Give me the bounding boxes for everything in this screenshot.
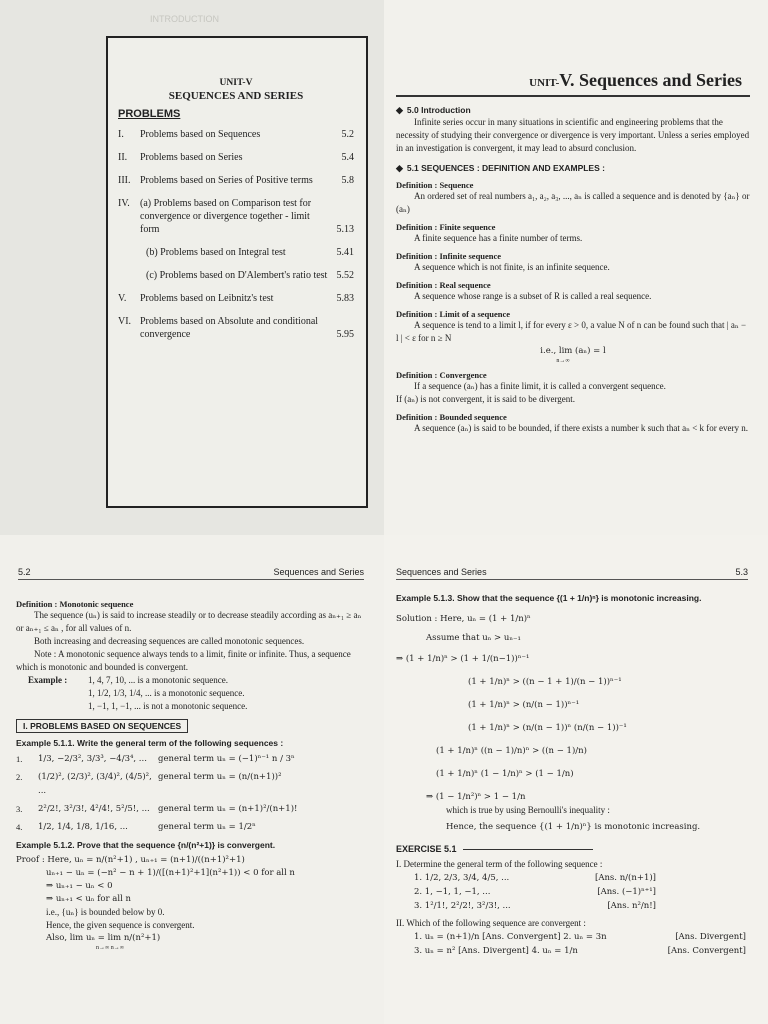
toc-text: Problems based on Series <box>140 152 243 163</box>
definition-title: Definition : Bounded sequence <box>396 412 507 422</box>
exercise-question: II. Which of the following sequence are convergent : <box>396 918 586 928</box>
intro-body <box>396 70 750 435</box>
section-heading <box>396 105 750 116</box>
proof-line: ⇒ uₙ₊₁ < uₙ for all n <box>46 894 131 904</box>
paragraph: Infinite series occur in many situations in scientific and engineering problems that the necessity of studying their convergence or divergence is very important. Unless a series employed in an investigation is convergent, it may lead to absurd conclusion. <box>396 117 750 153</box>
exercise-answer: [Ans. Divergent] <box>675 932 746 942</box>
note: Note : A monotonic sequence always tends to a limit, finite or infinite. Thus, a sequence which is monotonic and bounded is convergent. <box>16 649 351 672</box>
solution-line: (1 + 1/n)ⁿ (1 − 1/n)ⁿ > (1 − 1/n) <box>436 769 574 779</box>
section-heading-text: 5.1 SEQUENCES : DEFINITION AND EXAMPLES : <box>406 163 605 173</box>
row-sequence: (1/2)², (2/3)², (3/4)², (4/5)², ... <box>38 772 152 796</box>
definition-title: Definition : Real sequence <box>396 280 491 290</box>
exercise-item <box>396 944 746 958</box>
toc-num: V. <box>118 293 127 304</box>
toc-page: 5.8 <box>341 175 354 186</box>
solution-line: ⇒ (1 + 1/n)ⁿ > (1 + 1/(n−1))ⁿ⁻¹ <box>396 654 530 664</box>
proof-line: i.e., {uₙ} is bounded below by 0. <box>46 907 165 917</box>
exercise-title: EXERCISE 5.1 <box>396 844 457 854</box>
row-sequence: 1/2, 1/4, 1/8, 1/16, ... <box>38 822 128 832</box>
page-5-3 <box>384 535 768 1024</box>
exercise-item-text: 1. 1/2, 2/3, 3/4, 4/5, ... <box>414 873 510 883</box>
paragraph: An ordered set of real numbers a₁, a₂, a₃, ..., aₙ is called a sequence and is denoted by {aₙ} or (aₙ) <box>396 191 750 214</box>
diamond-icon: ◆ <box>396 105 403 115</box>
running-title: Sequences and Series <box>396 567 487 577</box>
paragraph: A sequence which is not finite, is an infinite sequence. <box>414 262 610 272</box>
contents-page <box>0 0 384 535</box>
problems-heading: PROBLEMS <box>118 108 181 120</box>
unit-title <box>396 70 750 97</box>
exercise-question: I. Determine the general term of the following sequence : <box>396 859 603 869</box>
exercise-item-text: 3. uₙ = n² [Ans. Divergent] 4. uₙ = 1/n <box>414 946 578 956</box>
toc-page: 5.52 <box>336 270 354 281</box>
example-list <box>88 674 247 713</box>
row-sequence: 2²/2!, 3²/3!, 4²/4!, 5²/5!, ... <box>38 804 150 814</box>
example-item: 1, 1/2, 1/3, 1/4, ... is a monotonic sequence. <box>88 688 245 698</box>
exercise-heading <box>396 844 746 854</box>
toc-page: 5.83 <box>336 293 354 304</box>
proof-line: Also, lim uₙ = lim n/(n²+1) <box>46 933 161 943</box>
toc-row[interactable] <box>118 315 354 341</box>
toc-row[interactable] <box>118 269 354 282</box>
unit-label: UNIT-V <box>219 78 253 88</box>
intro-page <box>384 0 768 535</box>
toc-page: 5.2 <box>341 129 354 140</box>
example-title: Example 5.1.1. Write the general term of the following sequences : <box>16 738 284 748</box>
running-header <box>18 567 364 580</box>
toc-text: (b) Problems based on Integral test <box>146 247 286 258</box>
row-num: 4. <box>16 822 23 832</box>
row-general-term: general term uₙ = 1/2ⁿ <box>158 822 256 832</box>
toc-text: Problems based on Series of Positive terms <box>140 175 313 186</box>
solution-line: (1 + 1/n)ⁿ > (n/(n − 1))ⁿ⁻¹ <box>468 700 580 710</box>
row-general-term: general term uₙ = (n/(n+1))² <box>158 772 282 782</box>
exercise-row <box>16 820 368 834</box>
toc-text: Problems based on Sequences <box>140 129 261 140</box>
row-num: 1. <box>16 754 23 764</box>
toc-text: Problems based on Leibnitz's test <box>140 293 274 304</box>
section-box: I. PROBLEMS BASED ON SEQUENCES <box>16 719 188 733</box>
paragraph: A sequence whose range is a subset of R is called a real sequence. <box>414 291 652 301</box>
paragraph: If a sequence (aₙ) has a finite limit, it is called a convergent sequence. <box>414 381 666 391</box>
proof-subscript: n→∞ n→∞ <box>96 945 125 951</box>
exercise-item <box>396 885 746 899</box>
contents-box <box>106 36 368 508</box>
section-heading-text: 5.0 Introduction <box>406 105 471 115</box>
toc-text: Problems based on Absolute and conditional convergence <box>140 316 319 340</box>
exercise-rule <box>463 849 593 850</box>
toc-row[interactable] <box>118 292 354 305</box>
exercise-answer: [Ans. n/(n+1)] <box>595 873 656 883</box>
row-general-term: general term uₙ = (−1)ⁿ⁻¹ n / 3ⁿ <box>158 754 295 764</box>
exercise-row <box>16 770 368 798</box>
exercise-answer: [Ans. Convergent] <box>667 946 746 956</box>
paragraph: Both increasing and decreasing sequences are called monotonic sequences. <box>34 636 305 646</box>
toc-list <box>118 128 354 341</box>
bleed-text: INTRODUCTION <box>150 14 219 24</box>
running-header <box>396 567 748 580</box>
proof-line: Proof : Here, uₙ = n/(n²+1) , uₙ₊₁ = (n+1)/((n+1)²+1) <box>16 855 245 865</box>
row-num: 3. <box>16 804 23 814</box>
exercise-row <box>16 802 368 816</box>
proof-line: uₙ₊₁ − uₙ = (−n² − n + 1)/([(n+1)²+1](n²+1)) < 0 for all n <box>46 868 295 878</box>
example-item: 1, −1, 1, −1, ... is not a monotonic sequence. <box>88 701 248 711</box>
exercise-item-text: 3. 1²/1!, 2²/2!, 3²/3!, ... <box>414 901 511 911</box>
proof-line: Hence, the given sequence is convergent. <box>46 920 195 930</box>
page-body <box>396 593 746 958</box>
exercise-item <box>396 899 746 913</box>
definition-title: Definition : Sequence <box>396 180 474 190</box>
exercise-answer: [Ans. (−1)ⁿ⁺¹] <box>597 887 656 897</box>
solution-line: ⇒ (1 − 1/n²)ⁿ > 1 − 1/n <box>426 792 526 802</box>
toc-text: (a) Problems based on Comparison test for convergence or divergence together - limit form <box>140 198 312 235</box>
page-5-2 <box>0 535 384 1024</box>
toc-page: 5.41 <box>336 247 354 258</box>
example-title: Example 5.1.3. Show that the sequence {(1 + 1/n)ⁿ} is monotonic increasing. <box>396 593 702 603</box>
toc-num: IV. <box>118 198 130 209</box>
running-title: Sequences and Series <box>273 567 364 577</box>
toc-num: II. <box>118 152 128 163</box>
unit-title-text: V. Sequences and Series <box>559 70 742 90</box>
solution-line: (1 + 1/n)ⁿ > (n/(n − 1))ⁿ (n/(n − 1))⁻¹ <box>468 723 627 733</box>
toc-row[interactable] <box>118 128 354 141</box>
example-label: Example : <box>28 675 68 685</box>
definition-title: Definition : Finite sequence <box>396 222 496 232</box>
diamond-icon: ◆ <box>396 163 403 173</box>
row-sequence: 1/3, −2/3², 3/3³, −4/3⁴, ... <box>38 754 147 764</box>
definition-title: Definition : Limit of a sequence <box>396 309 511 319</box>
solution-line: (1 + 1/n)ⁿ ((n − 1)/n)ⁿ > ((n − 1)/n) <box>436 746 587 756</box>
toc-num: I. <box>118 129 124 140</box>
exercise-answer: [Ans. n²/n!] <box>607 901 656 911</box>
solution-line: Assume that uₙ > uₙ₋₁ <box>426 633 521 643</box>
solution-line: which is true by using Bernoulli's inequality : <box>446 805 610 815</box>
proof-line: ⇒ uₙ₊₁ − uₙ < 0 <box>46 881 113 891</box>
row-general-term: general term uₙ = (n+1)²/(n+1)! <box>158 804 298 814</box>
toc-num: III. <box>118 175 131 186</box>
unit-prefix: UNIT- <box>529 77 560 89</box>
page-number: 5.2 <box>18 567 31 577</box>
example-title: Example 5.1.2. Prove that the sequence {n/(n²+1)} is convergent. <box>16 840 276 850</box>
page-number: 5.3 <box>735 567 748 577</box>
row-num: 2. <box>16 772 23 782</box>
paragraph: A finite sequence has a finite number of terms. <box>414 233 583 243</box>
example-block <box>16 674 368 713</box>
section-heading <box>396 163 750 174</box>
toc-row[interactable] <box>118 197 354 236</box>
equation-subscript: n→∞ <box>556 358 570 364</box>
exercise-item-text: 1. uₙ = (n+1)/n [Ans. Convergent] 2. uₙ = 3n <box>414 932 607 942</box>
exercise-item <box>396 871 746 885</box>
definition-title: Definition : Infinite sequence <box>396 251 502 261</box>
paragraph: If (aₙ) is not convergent, it is said to be divergent. <box>396 394 576 404</box>
contents-title: SEQUENCES AND SERIES <box>168 90 304 102</box>
toc-text: (c) Problems based on D'Alembert's ratio test <box>146 270 328 281</box>
toc-page: 5.13 <box>336 224 354 235</box>
exercise-item-text: 2. 1, −1, 1, −1, ... <box>414 887 491 897</box>
definition-title: Definition : Monotonic sequence <box>16 599 134 609</box>
toc-row[interactable] <box>118 151 354 164</box>
toc-row[interactable] <box>118 246 354 259</box>
toc-row[interactable] <box>118 174 354 187</box>
solution-line: Hence, the sequence {(1 + 1/n)ⁿ} is monotonic increasing. <box>446 822 701 832</box>
toc-page: 5.95 <box>336 329 354 340</box>
exercise-item <box>396 930 746 944</box>
equation: i.e., lim (aₙ) = l <box>540 346 606 356</box>
solution-line: Solution : Here, uₙ = (1 + 1/n)ⁿ <box>396 614 531 624</box>
paragraph: The sequence (uₙ) is said to increase steadily or to decrease steadily according as aₙ₊₁ ≥ aₙ or aₙ₊₁ ≤ aₙ , for all values of n. <box>16 610 362 633</box>
definition-title: Definition : Convergence <box>396 370 487 380</box>
toc-num: VI. <box>118 316 132 327</box>
page-body <box>16 593 368 951</box>
solution-line: (1 + 1/n)ⁿ > ((n − 1 + 1)/(n − 1))ⁿ⁻¹ <box>468 677 622 687</box>
toc-page: 5.4 <box>341 152 354 163</box>
paragraph: A sequence (aₙ) is said to be bounded, if there exists a number k such that aₙ < k for every n. <box>414 423 749 433</box>
exercise-row <box>16 752 368 766</box>
paragraph: A sequence is tend to a limit l, if for every ε > 0, a value N of n can be found such that | aₙ − l | < ε for n ≥ N <box>396 320 747 343</box>
example-item: 1, 4, 7, 10, ... is a monotonic sequence. <box>88 675 228 685</box>
